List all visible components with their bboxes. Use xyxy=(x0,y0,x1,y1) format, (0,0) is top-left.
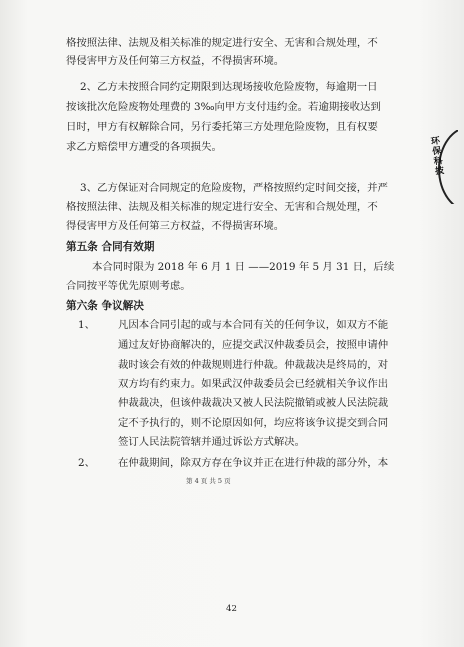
text-line-21: 签订人民法院管辖并通过诉讼方式解决。 xyxy=(118,436,306,448)
section-heading-6: 第六条 争议解决 xyxy=(66,300,144,312)
text-line-1: 格按照法律、法规及相关标准的规定进行安全、无害和合规处理，不 xyxy=(66,37,378,49)
text-line-4: 按该批次危险废物处理费的 3‰向甲方支付违约金。若逾期接收达到 xyxy=(66,101,381,113)
section-heading-5: 第五条 合同有效期 xyxy=(66,241,155,253)
text-line-15: 凡因本合同引起的或与本合同有关的任何争议，如双方不能 xyxy=(118,319,389,331)
text-line-23: 在仲裁期间，除双方存在争议并正在进行仲裁的部分外，本 xyxy=(118,457,389,469)
text-line-20: 定不予执行的，则不论原因如何，均应将该争议提交到合同 xyxy=(118,417,389,429)
text-line-19: 仲裁裁决，但该仲裁裁决又被人民法院撤销或被人民法院裁 xyxy=(118,397,389,409)
text-line-18: 双方均有约束力。如果武汉仲裁委员会已经就相关争议作出 xyxy=(118,378,389,390)
text-line-16: 通过友好协商解决的，应提交武汉仲裁委员会，按照申请仲 xyxy=(118,339,389,351)
text-line-9: 得侵害甲方及任何第三方权益，不得损害环境。 xyxy=(66,220,285,232)
page-footer: 第 4 页 共 5 页 xyxy=(186,477,231,485)
text-line-7: 3、乙方保证对合同规定的危险废物，严格按照约定时间交接，并严 xyxy=(80,182,388,194)
text-line-12: 合同按平等优先原则考虑。 xyxy=(66,280,191,292)
list-number-1: 1、 xyxy=(78,319,96,331)
company-seal-stamp xyxy=(428,130,458,204)
page-number: 42 xyxy=(226,604,237,614)
text-line-11: 本合同时限为 2018 年 6 月 1 日 ——2019 年 5 月 31 日，后续 xyxy=(92,261,395,273)
text-line-2: 得侵害甲方及任何第三方权益，不得损害环境。 xyxy=(66,55,285,67)
text-line-17: 裁时该会有效的仲裁规则进行仲裁。仲裁裁决是终局的，对 xyxy=(118,359,389,371)
list-number-2: 2、 xyxy=(78,457,96,469)
text-line-5: 日时，甲方有权解除合同，另行委托第三方处理危险废物，且有权要 xyxy=(66,121,378,133)
text-line-3: 2、乙方未按照合同约定期限到达现场接收危险废物，每逾期一日 xyxy=(80,81,378,93)
text-line-8: 格按照法律、法规及相关标准的规定进行安全、无害和合规处理，不 xyxy=(66,201,378,213)
seal-text: 环保科技 xyxy=(428,135,444,177)
text-line-6: 求乙方赔偿甲方遭受的各项损失。 xyxy=(66,141,222,153)
